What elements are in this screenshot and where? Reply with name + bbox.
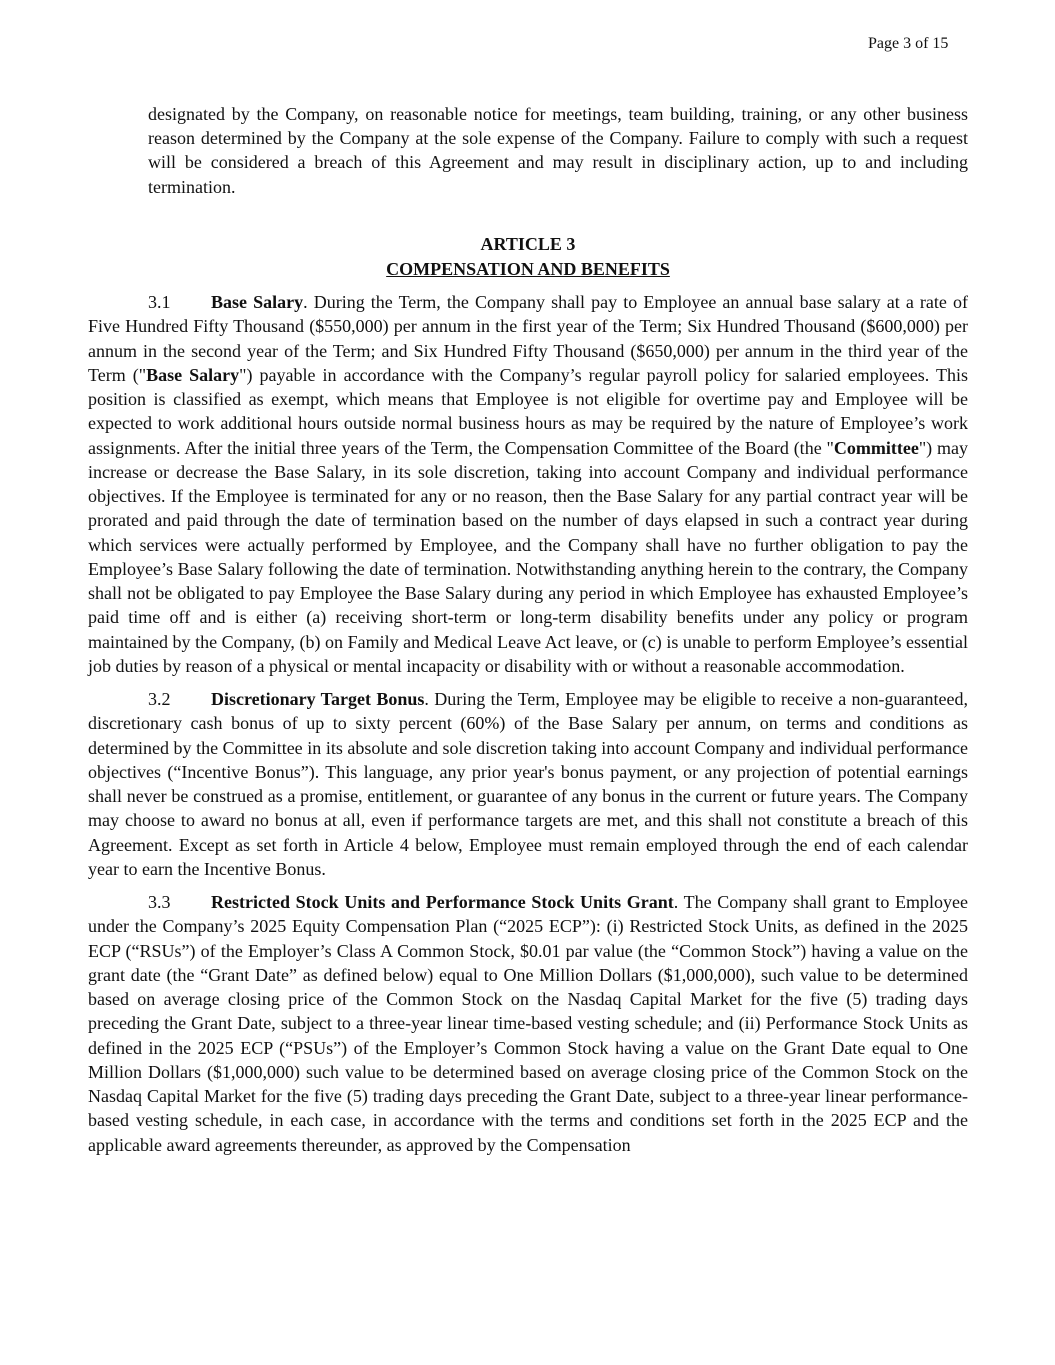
section-text: . The Company shall grant to Employee under the Company’s 2025 Equity Compensation Plan (“2025 ECP”): (i) Restricted Stock Units, as defined in the 2025 ECP (“RSUs”) of the Employer’s Class A Common Stock, $0.01 par value (the “Common Stock”) having a value on the grant date (the “Grant Date” as defined below) equal to One Million Dollars ($1,000,000), such value to be determined based on average closing price of the Common Stock on the Nasdaq Capital Market for the five (5) trading days preceding the Grant Date, subject to a three-year linear time-based vesting schedule; and (ii) Performance Stock Units as defined in the 2025 ECP (“PSUs”) of the Employer’s Common Stock having a value on the Grant Date equal to One Million Dollars ($1,000,000) such value to be determined based on average closing price of the Common Stock on the Nasdaq Capital Market for the five (5) trading days preceding the Grant Date, subject to a three-year linear performance-based vesting schedule, in each case, in accordance with the terms and conditions set forth in the 2025 ECP and the applicable award agreements thereunder, as approved by the Compensation xyxy=(88,892,968,1155)
intro-paragraph: designated by the Company, on reasonable notice for meetings, team building, training, or any other business reason determined by the Company at the sole expense of the Company. Failure to comply with such a request will be considered a breach of this Agreement and may result in disciplinary action, up to and including termination. xyxy=(148,104,968,197)
article-number: ARTICLE 3 xyxy=(480,234,576,254)
section-number: 3.3 xyxy=(148,892,171,912)
article-title: COMPENSATION AND BENEFITS xyxy=(386,258,670,279)
article-heading xyxy=(88,232,968,281)
section-3-3 xyxy=(88,890,968,1157)
section-text: . During the Term, the Company shall pay to Employee an annual base salary at a rate of Five Hundred Fifty Thousand ($550,000) per annum in the first year of the Term; Six Hundred Thousand ($600,000) per annum in the second year of the Term; and Six Hundred Fifty Thousand ($650,000) per annum in the third year of the Term (" xyxy=(88,292,968,385)
defined-term: Base Salary xyxy=(146,364,240,385)
section-text: . During the Term, Employee may be eligible to receive a non-guaranteed, discretionary cash bonus of up to sixty percent (60%) of the Base Salary per annum, on terms and conditions as determined by the Committee in its absolute and sole discretion taking into account Company and individual performance objectives (“Incentive Bonus”). This language, any prior year's bonus payment, or any projection of potential earnings shall never be construed as a promise, entitlement, or guarantee of any bonus in the current or future years. The Company may choose to award no bonus at all, even if performance targets are met, and this shall not constitute a breach of this Agreement. Except as set forth in Article 4 below, Employee must remain employed through the end of each calendar year to earn the Incentive Bonus. xyxy=(88,689,968,879)
section-number: 3.2 xyxy=(148,689,171,709)
section-title: Base Salary xyxy=(211,292,304,312)
defined-term: Committee xyxy=(833,437,919,458)
sections-body xyxy=(88,290,968,1166)
section-text: ") payable in accordance with the Company’s regular payroll policy for salaried employees. This position is classified as exempt, which means that Employee is not eligible for overtime pay and Employee will be expected to work additional hours outside normal business hours as may be required by the nature of Employee’s work assignments. After the initial three years of the Term, the Compensation Committee of the Board (the " xyxy=(88,364,968,458)
page-number: Page 3 of 15 xyxy=(868,35,949,52)
section-number: 3.1 xyxy=(148,292,171,312)
section-3-2 xyxy=(88,687,968,881)
section-title: Restricted Stock Units and Performance Stock Units Grant xyxy=(211,892,674,912)
section-3-1 xyxy=(88,290,968,678)
section-title: Discretionary Target Bonus xyxy=(211,689,425,709)
section-text: ") may increase or decrease the Base Salary, in its sole discretion, taking into account Company and individual performance objectives. If the Employee is terminated for any or no reason, then the Base Salary for any partial contract year will be prorated and paid through the date of termination based on the number of days elapsed in such a contract year during which services were actually performed by Employee, and the Company shall have no further obligation to pay the Employee’s Base Salary following the date of termination. Notwithstanding anything herein to the contrary, the Company shall not be obligated to pay Employee the Base Salary during any period in which Employee has exhausted Employee’s paid time off and is either (a) receiving short-term or long-term disability benefits under any policy or program maintained by the Company, (b) on Family and Medical Leave Act leave, or (c) is unable to perform Employee’s essential job duties by reason of a physical or mental incapacity or disability with or without a reasonable accommodation. xyxy=(88,437,968,676)
